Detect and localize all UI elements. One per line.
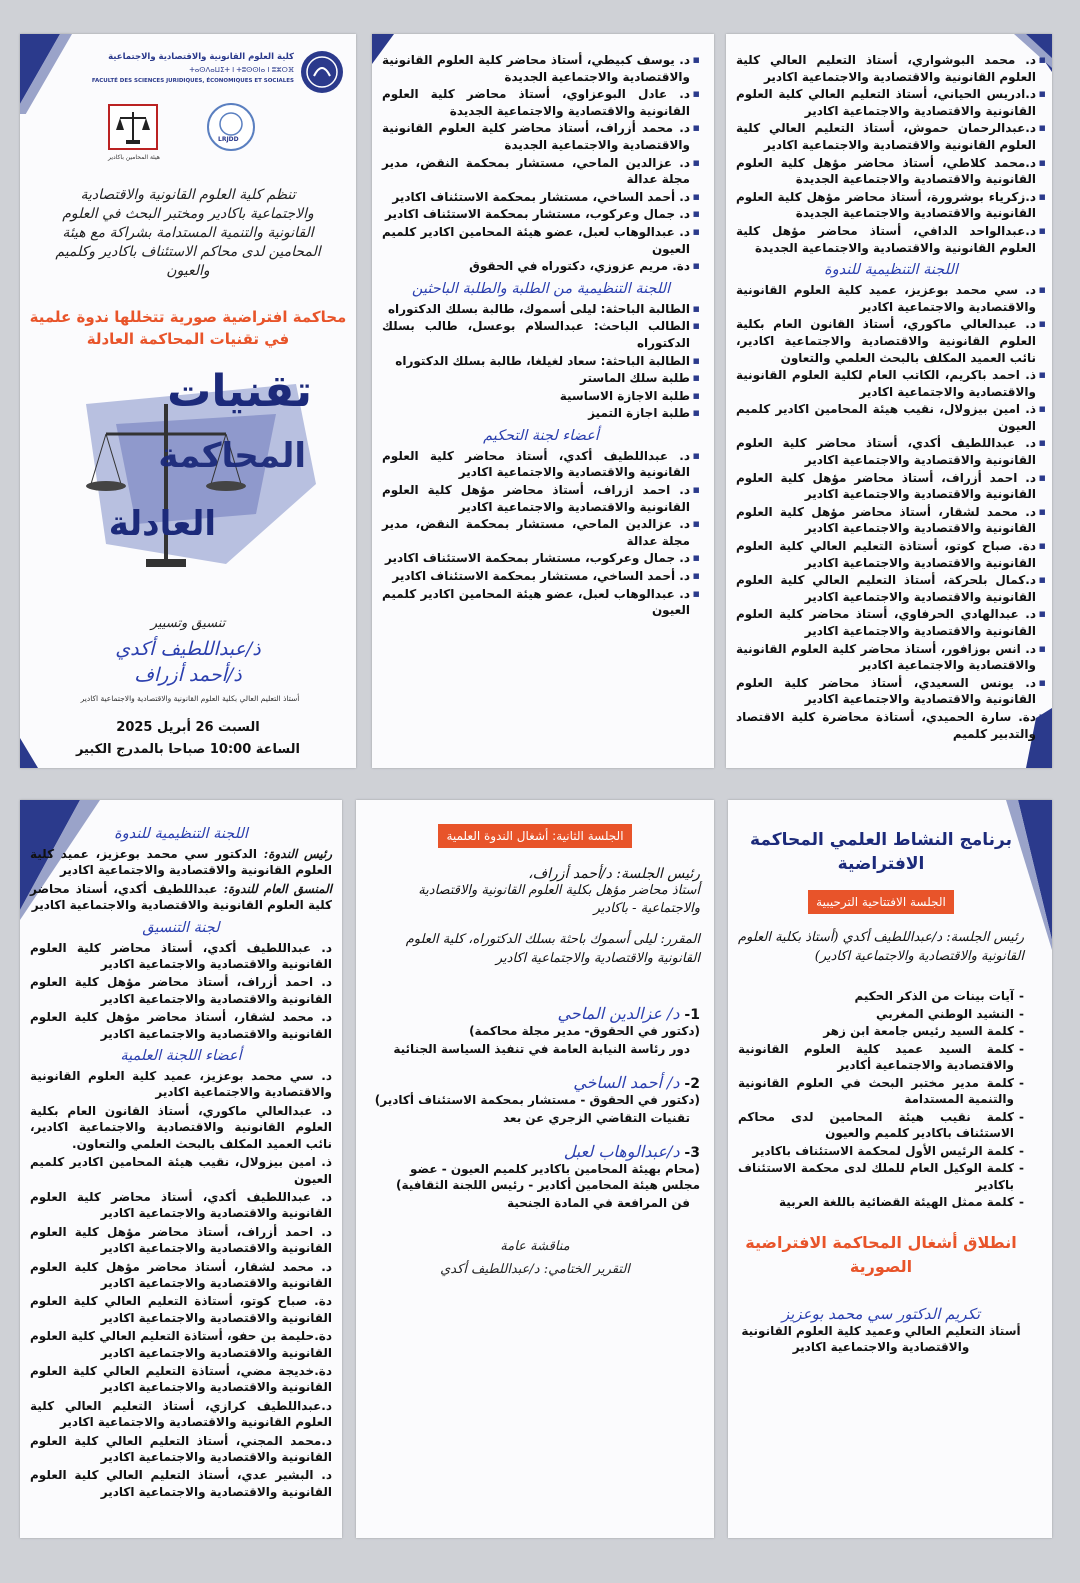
event-date: السبت 26 أبريل 2025	[116, 720, 260, 735]
program-item: - كلمة السيد رئيس جامعة ابن زهر	[738, 1023, 1024, 1040]
list-item: دة.حليمة بن حفو، أستاذة التعليم العالي كلية العلوم القانونية والاقتصادية والاجتماعية اكادير	[30, 1329, 332, 1360]
list-item: ▪ د. محمد لشقار، أستاذ محاضر مؤهل كلية العلوم القانونية والاقتصادية والاجتماعية اكادير	[736, 504, 1046, 537]
list-item: ▪ د. أحمد الساخي، مستشار بمحكمة الاستئناف اكادير	[382, 189, 700, 206]
opening-session-chair: رئيس الجلسة: د/عبداللطيف أكدي (أستاذ بكلية العلوم القانونية والاقتصادية والاجتماعية اكادير)	[738, 930, 1024, 964]
list-item: ▪ د.زكرياء بوشرورة، أستاذ محاضر مؤهل كلية العلوم القانونية والاقتصادية والاجتماعية الجديدة	[736, 189, 1046, 222]
program-item: - كلمة الوكيل العام للملك لدى محكمة الاستئناف باكادير	[738, 1160, 1024, 1193]
program-item: - آيات بينات من الذكر الحكيم	[738, 988, 1024, 1005]
talk-speaker: د/ عزالدين الماحي	[557, 1004, 680, 1023]
section-title-org: اللجنة التنظيمية للندوة	[114, 826, 248, 842]
launch-heading: انطلاق أشغال المحاكمة الافتراضية الصورية	[745, 1232, 1017, 1276]
lab-seal-icon	[206, 102, 256, 152]
list-item: ▪ د. عبداللطيف أكدي، أستاذ محاضر كلية العلوم القانونية والاقتصادية والاجتماعية اكادير	[382, 448, 700, 481]
scales-logo-icon	[108, 104, 158, 150]
cover-artwork	[46, 364, 336, 594]
session-rapporteur: المقرر: ليلى أسموك باحثة بسلك الدكتوراه، كلية العلوم القانونية والاقتصادية والاجتماعية اكادير	[405, 932, 700, 966]
lab-logo	[206, 102, 266, 162]
cover-intro: تنظم كلية العلوم القانونية والاقتصادية والاجتماعية باكادير ومختبر البحث في العلوم القانونية والتنمية المستدامة بشراكة مع هيئة المحامين لدى محاكم الاستئناف باكادير وكلميم والعيون	[55, 187, 321, 279]
program-item: - النشيد الوطني المغربي	[738, 1006, 1024, 1023]
talk-number: 2-	[679, 1076, 700, 1092]
list-item: دة. صباح كوتو، أستاذة التعليم العالي كلية العلوم القانونية والاقتصادية والاجتماعية اكادير	[30, 1294, 332, 1325]
list-item: ▪ د.كمال بلحركة، أستاذ التعليم العالي كلية العلوم القانونية والاقتصادية والاجتماعية اكادير	[736, 572, 1046, 605]
section-title-scientific: أعضاء اللجنة العلمية	[120, 1048, 242, 1065]
program-item: - كلمة نقيب هيئة المحامين لدى محاكم الاستئناف باكادير كلميم والعيون	[738, 1109, 1024, 1142]
jury-list	[382, 448, 700, 619]
list-item: ▪ ذ. احمد باكريم، الكاتب العام لكلية العلوم القانونية والاقتصادية والاجتماعية اكادير	[736, 367, 1046, 400]
general-coordinator-label: المنسق العام للندوة:	[223, 881, 333, 896]
list-item: ▪ طلبة سلك الماستر	[382, 370, 700, 387]
panel-bottom-middle	[356, 800, 714, 1538]
list-item: ▪ الطالب الباحث: عبدالسلام بوعسل، طالب بسلك الدكتوراه	[382, 318, 700, 351]
faculty-name-fr: FACULTÉ DES SCIENCES JURIDIQUES, ÉCONOMIQUES ET SOCIALES	[91, 78, 294, 84]
list-item: ▪ د. محمد البوشواري، أستاذ التعليم العالي كلية العلوم القانونية والاقتصادية والاجتماعية اكادير	[736, 52, 1046, 85]
coord-name-1: ذ/عبداللطيف أكدي	[115, 638, 261, 660]
chair-value: الدكتور سي محمد بوعزيز، عميد كلية العلوم القانونية والاقتصادية والاجتماعية اكادير	[30, 847, 332, 878]
program-item: - كلمة ممثل الهيئة القضائية باللغة العربية	[738, 1194, 1024, 1211]
coord-name-2: ذ/أحمد أزراف	[134, 664, 242, 686]
list-item: د. سي محمد بوعزيز، عميد كلية العلوم القانونية والاقتصادية والاجتماعية اكادير	[30, 1069, 332, 1100]
list-item: د. البشير عدي، أستاذ التعليم العالي كلية العلوم القانونية والاقتصادية والاجتماعية اكادير	[30, 1468, 332, 1499]
list-item: ▪ د. عزالدين الماحي، مستشار بمحكمة النقض، مدير مجلة عدالة	[382, 516, 700, 549]
art-word-3: العادلة	[108, 504, 216, 544]
list-item: د. عبدالعالي ماكوري، أستاذ القانون العام بكلية العلوم القانونية والاقتصادية والاجتماعية اكادير، نائب العميد المكلف بالبحث العلمي والتعاون.	[30, 1103, 332, 1151]
list-item: دة.خديجة مضي، أستاذة التعليم العالي كلية العلوم القانونية والاقتصادية والاجتماعية اكادير	[30, 1363, 332, 1395]
list-item: ▪ د. عبدالهادي الحرفاوي، أستاذ محاضر كلية العلوم القانونية والاقتصادية والاجتماعية اكادير	[736, 606, 1046, 639]
closing-report: التقرير الختامي: د/عبداللطيف أكدي	[440, 1262, 630, 1277]
honor-desc: أستاذ التعليم العالي وعميد كلية العلوم القانونية والاقتصادية والاجتماعية اكادير	[741, 1323, 1021, 1354]
list-item: د.محمد المجني، أستاذ التعليم العالي كلية العلوم القانونية والاقتصادية والاجتماعية اكادير	[30, 1433, 332, 1464]
list-item: د. محمد لشقار، أستاذ محاضر مؤهل كلية العلوم القانونية والاقتصادية والاجتماعية اكادير	[30, 1259, 332, 1290]
session-two-bar: الجلسة الثانية: أشغال الندوة العلمية	[438, 824, 631, 848]
list-item: ▪ د. عادل البوعزاوي، أستاذ محاضر كلية العلوم القانونية والاقتصادية والاجتماعية الجديدة	[382, 86, 700, 119]
list-item: ▪ د. عبداللطيف أكدي، أستاذ محاضر كلية العلوم القانونية والاقتصادية والاجتماعية اكادير	[736, 435, 1046, 468]
list-item: ▪ الطالبة الباحثة: ليلى أسموك، طالبة بسلك الدكتوراه	[382, 301, 700, 318]
event-time-place: الساعة 10:00 صباحا بالمدرج الكبير	[75, 742, 301, 757]
bar-logo-caption: هيئة المحامين باكادير	[108, 154, 160, 161]
list-item: ▪ دة. سارة الحميدي، أستاذة محاضرة كلية الاقتصاد والتدبير كلميم	[736, 709, 1046, 742]
talk-number: 3-	[679, 1145, 700, 1161]
talk-topic: فن المرافعة في المادة الجنحية	[507, 1196, 690, 1210]
general-coordinator-value: عبداللطيف أكدي، أستاذ محاضر كلية العلوم القانونية والاقتصادية والاجتماعية اكادير	[30, 881, 332, 913]
list-item: ▪ دة. صباح كوتو، أستاذة التعليم العالي كلية العلوم القانونية والاقتصادية والاجتماعية اكادير	[736, 538, 1046, 571]
students-list	[382, 301, 700, 422]
talk-speaker-desc: (محام بهيئة المحامين باكادير كلميم العيون - عضو مجلس هيئة المحامين أكادير - رئيس اللجنة الثقافية)	[395, 1162, 700, 1192]
list-item: ▪ د. عبدالوهاب لعبل، عضو هيئة المحامين اكادير كلميم العيون	[382, 586, 700, 619]
art-word-1: تقنيات	[167, 366, 312, 417]
list-item: ذ. امين بيزولال، نقيب هيئة المحامين اكادير كلميم العيون	[30, 1155, 332, 1186]
talk-speaker: د/ أحمد الساخي	[573, 1073, 680, 1092]
program-item: - كلمة الرئيس الأول لمحكمة الاستئناف باكادير	[738, 1143, 1024, 1160]
list-item: ▪ د. احمد أزراف، أستاذ محاضر مؤهل كلية العلوم القانونية والاقتصادية والاجتماعية اكادير	[736, 470, 1046, 503]
section-title-coordination: لجنة التنسيق	[142, 919, 220, 936]
list-item: ▪ د. عبدالعالي ماكوري، أستاذ القانون العام بكلية العلوم القانونية والاقتصادية والاجتماعية اكادير، نائب العميد المكلف بالبحث العلمي والتعاون	[736, 316, 1046, 366]
list-item: ▪ د.ادريس الحياني، أستاذ التعليم العالي كلية العلوم القانونية والاقتصادية والاجتماعية اكادير	[736, 86, 1046, 119]
talk-number: 1-	[679, 1007, 700, 1023]
list-item: د. محمد لشقار، أستاذ محاضر مؤهل كلية العلوم القانونية والاقتصادية والاجتماعية اكادير	[30, 1010, 332, 1041]
list-item: ▪ د. أحمد الساخي، مستشار بمحكمة الاستئناف اكادير	[382, 568, 700, 585]
lecturers-list	[736, 52, 1046, 256]
list-item: ▪ د. سي محمد بوعزيز، عميد كلية العلوم القانونية والاقتصادية والاجتماعية اكادير	[736, 282, 1046, 315]
list-item: د. احمد أزراف، أستاذ محاضر مؤهل كلية العلوم القانونية والاقتصادية والاجتماعية اكادير	[30, 975, 332, 1006]
list-item: د. عبداللطيف أكدي، أستاذ محاضر كلية العلوم القانونية والاقتصادية والاجتماعية اكادير	[30, 940, 332, 972]
coordination-list	[30, 940, 332, 1042]
program-title: برنامج النشاط العلمي المحاكمة الافتراضية	[750, 830, 1012, 874]
opening-session-bar: الجلسة الافتتاحية الترحيبية	[808, 890, 954, 914]
university-seal-icon	[300, 50, 344, 94]
scientific-committee-list	[30, 1068, 332, 1500]
faculty-name-ar: كلية العلوم القانونية والاقتصادية والاجتماعية	[108, 52, 294, 62]
section-title-org-committee: اللجنة التنظيمية للندوة	[824, 262, 958, 279]
panel-top-right	[726, 34, 1052, 768]
list-item: ▪ طلبة اجازة التميز	[382, 405, 700, 422]
coord-role: أستاذ التعليم العالي بكلية العلوم القانونية والاقتصادية والاجتماعية اكادير	[80, 694, 300, 703]
list-item: ▪ د. يوسف كبيطي، أستاذ محاضر كلية العلوم القانونية والاقتصادية والاجتماعية الجديدة	[382, 52, 700, 85]
list-item: ▪ ذ. امين بيزولال، نقيب هيئة المحامين اكادير كلميم العيون	[736, 401, 1046, 434]
list-item: ▪ د. جمال وعركوب، مستشار بمحكمة الاستئناف اكادير	[382, 550, 700, 567]
list-item: د. عبداللطيف أكدي، أستاذ محاضر كلية العلوم القانونية والاقتصادية والاجتماعية اكادير	[30, 1189, 332, 1221]
list-item: ▪ د. انس بوزافور، أستاذ محاضر كلية العلوم القانونية والاقتصادية والاجتماعية اكادير	[736, 641, 1046, 674]
talk-topic: تقنيات التقاضي الزجري عن بعد	[502, 1111, 690, 1125]
talks-list	[370, 1004, 700, 1211]
list-item: ▪ د. يونس السعيدي، أستاذ محاضر كلية العلوم القانونية والاقتصادية والاجتماعية اكادير	[736, 675, 1046, 708]
art-word-2: المحاكمة	[158, 436, 306, 476]
bar-association-logo	[108, 104, 160, 162]
list-item: د. احمد أزراف، أستاذ محاضر مؤهل كلية العلوم القانونية والاقتصادية والاجتماعية اكادير	[30, 1224, 332, 1256]
talk-item	[370, 1073, 700, 1126]
faculty-name-tifinagh: ⵜⴰⵙⴷⴰⵡⵉⵜ ⵏ ⵜⵓⵙⵙⵏⴰ ⵏ ⵓⵣⵔⴼ	[189, 66, 294, 74]
list-item: ▪ د. جمال وعركوب، مستشار بمحكمة الاستئناف اكادير	[382, 206, 700, 223]
list-item: ▪ د. عزالدين الماحي، مستشار بمحكمة النقض، مدير مجلة عدالة	[382, 155, 700, 188]
list-item: ▪ دة. مريم عزوزي، دكتوراه في الحقوق	[382, 258, 700, 275]
section-title-students: اللجنة التنظيمية من الطلبة والطلبة الباحثين	[411, 280, 671, 297]
org-committee-list	[736, 282, 1046, 742]
list-item: ▪ د. عبدالوهاب لعبل، عضو هيئة المحامين اكادير كلميم العيون	[382, 224, 700, 257]
session-chair: رئيس الجلسة: د/أحمد أزراف،	[528, 866, 700, 882]
program-item: - كلمة مدير مختبر البحث في العلوم القانونية والتنمية المستدامة	[738, 1075, 1024, 1108]
talk-speaker-desc: (دكتور في الحقوق - مستشار بمحكمة الاستئناف أكادير)	[374, 1093, 700, 1107]
panel-bottom-right	[728, 800, 1052, 1538]
members-list	[382, 52, 700, 275]
coord-label: تنسيق وتسيير	[150, 616, 226, 631]
panel-cover	[20, 34, 356, 768]
section-title-jury: أعضاء لجنة التحكيم	[483, 427, 599, 444]
list-item: ▪ د.محمد كلاطي، أستاذ محاضر مؤهل كلية العلوم القانونية والاقتصادية والاجتماعية الجديدة	[736, 155, 1046, 188]
list-item: ▪ د.عبدالواحد الدافي، أستاذ محاضر مؤهل كلية العلوم القانونية والاقتصادية والاجتماعية الجديدة	[736, 223, 1046, 256]
chair-block	[30, 846, 332, 914]
program-item: - كلمة السيد عميد كلية العلوم القانونية والاقتصادية والاجتماعية أكادير	[738, 1041, 1024, 1074]
panel-bottom-left	[20, 800, 342, 1538]
talk-topic: دور رئاسة النيابة العامة في تنفيذ السياسة الجنائية	[393, 1042, 690, 1056]
session-chair-desc: أستاذ محاضر مؤهل بكلية العلوم القانونية والاقتصادية والاجتماعية - باكادير	[418, 883, 700, 916]
lab-logo-text: LRJDD	[218, 136, 239, 143]
list-item: ▪ د.عبدالرحمان حموش، أستاذ التعليم العالي كلية العلوم القانونية والاقتصادية والاجتماعية اكادير	[736, 120, 1046, 153]
list-item: ▪ د. احمد ازراف، أستاذ محاضر مؤهل كلية العلوم القانونية والاقتصادية والاجتماعية اكادير	[382, 482, 700, 515]
list-item: ▪ طلبة الاجازة الاساسية	[382, 388, 700, 405]
general-discussion: مناقشة عامة	[500, 1239, 570, 1254]
talk-item	[370, 1004, 700, 1057]
honor-heading: تكريم الدكتور سي محمد بوعزيز	[781, 1304, 981, 1323]
panel-top-middle	[372, 34, 714, 768]
talk-speaker: د/عبدالوهاب لعبل	[563, 1142, 680, 1161]
list-item: ▪ د. محمد أزراف، أستاذ محاضر كلية العلوم القانونية والاقتصادية والاجتماعية الجديدة	[382, 120, 700, 153]
list-item: د.عبداللطيف كرازي، أستاذ التعليم العالي كلية العلوم القانونية والاقتصادية والاجتماعية اكادير	[30, 1398, 332, 1430]
opening-program-list	[738, 988, 1024, 1211]
faculty-header	[60, 50, 344, 98]
chair-label: رئيس الندوة:	[263, 847, 333, 861]
list-item: ▪ الطالبة الباحثة: سعاد لغيلغا، طالبة بسلك الدكتوراه	[382, 353, 700, 370]
talk-item	[370, 1142, 700, 1211]
talk-speaker-desc: (دكتور في الحقوق- مدير مجلة محاكمة)	[469, 1024, 700, 1038]
cover-headline: محاكمة افتراضية صورية تتخللها ندوة علمية في تقنيات المحاكمة العادلة	[29, 308, 347, 348]
